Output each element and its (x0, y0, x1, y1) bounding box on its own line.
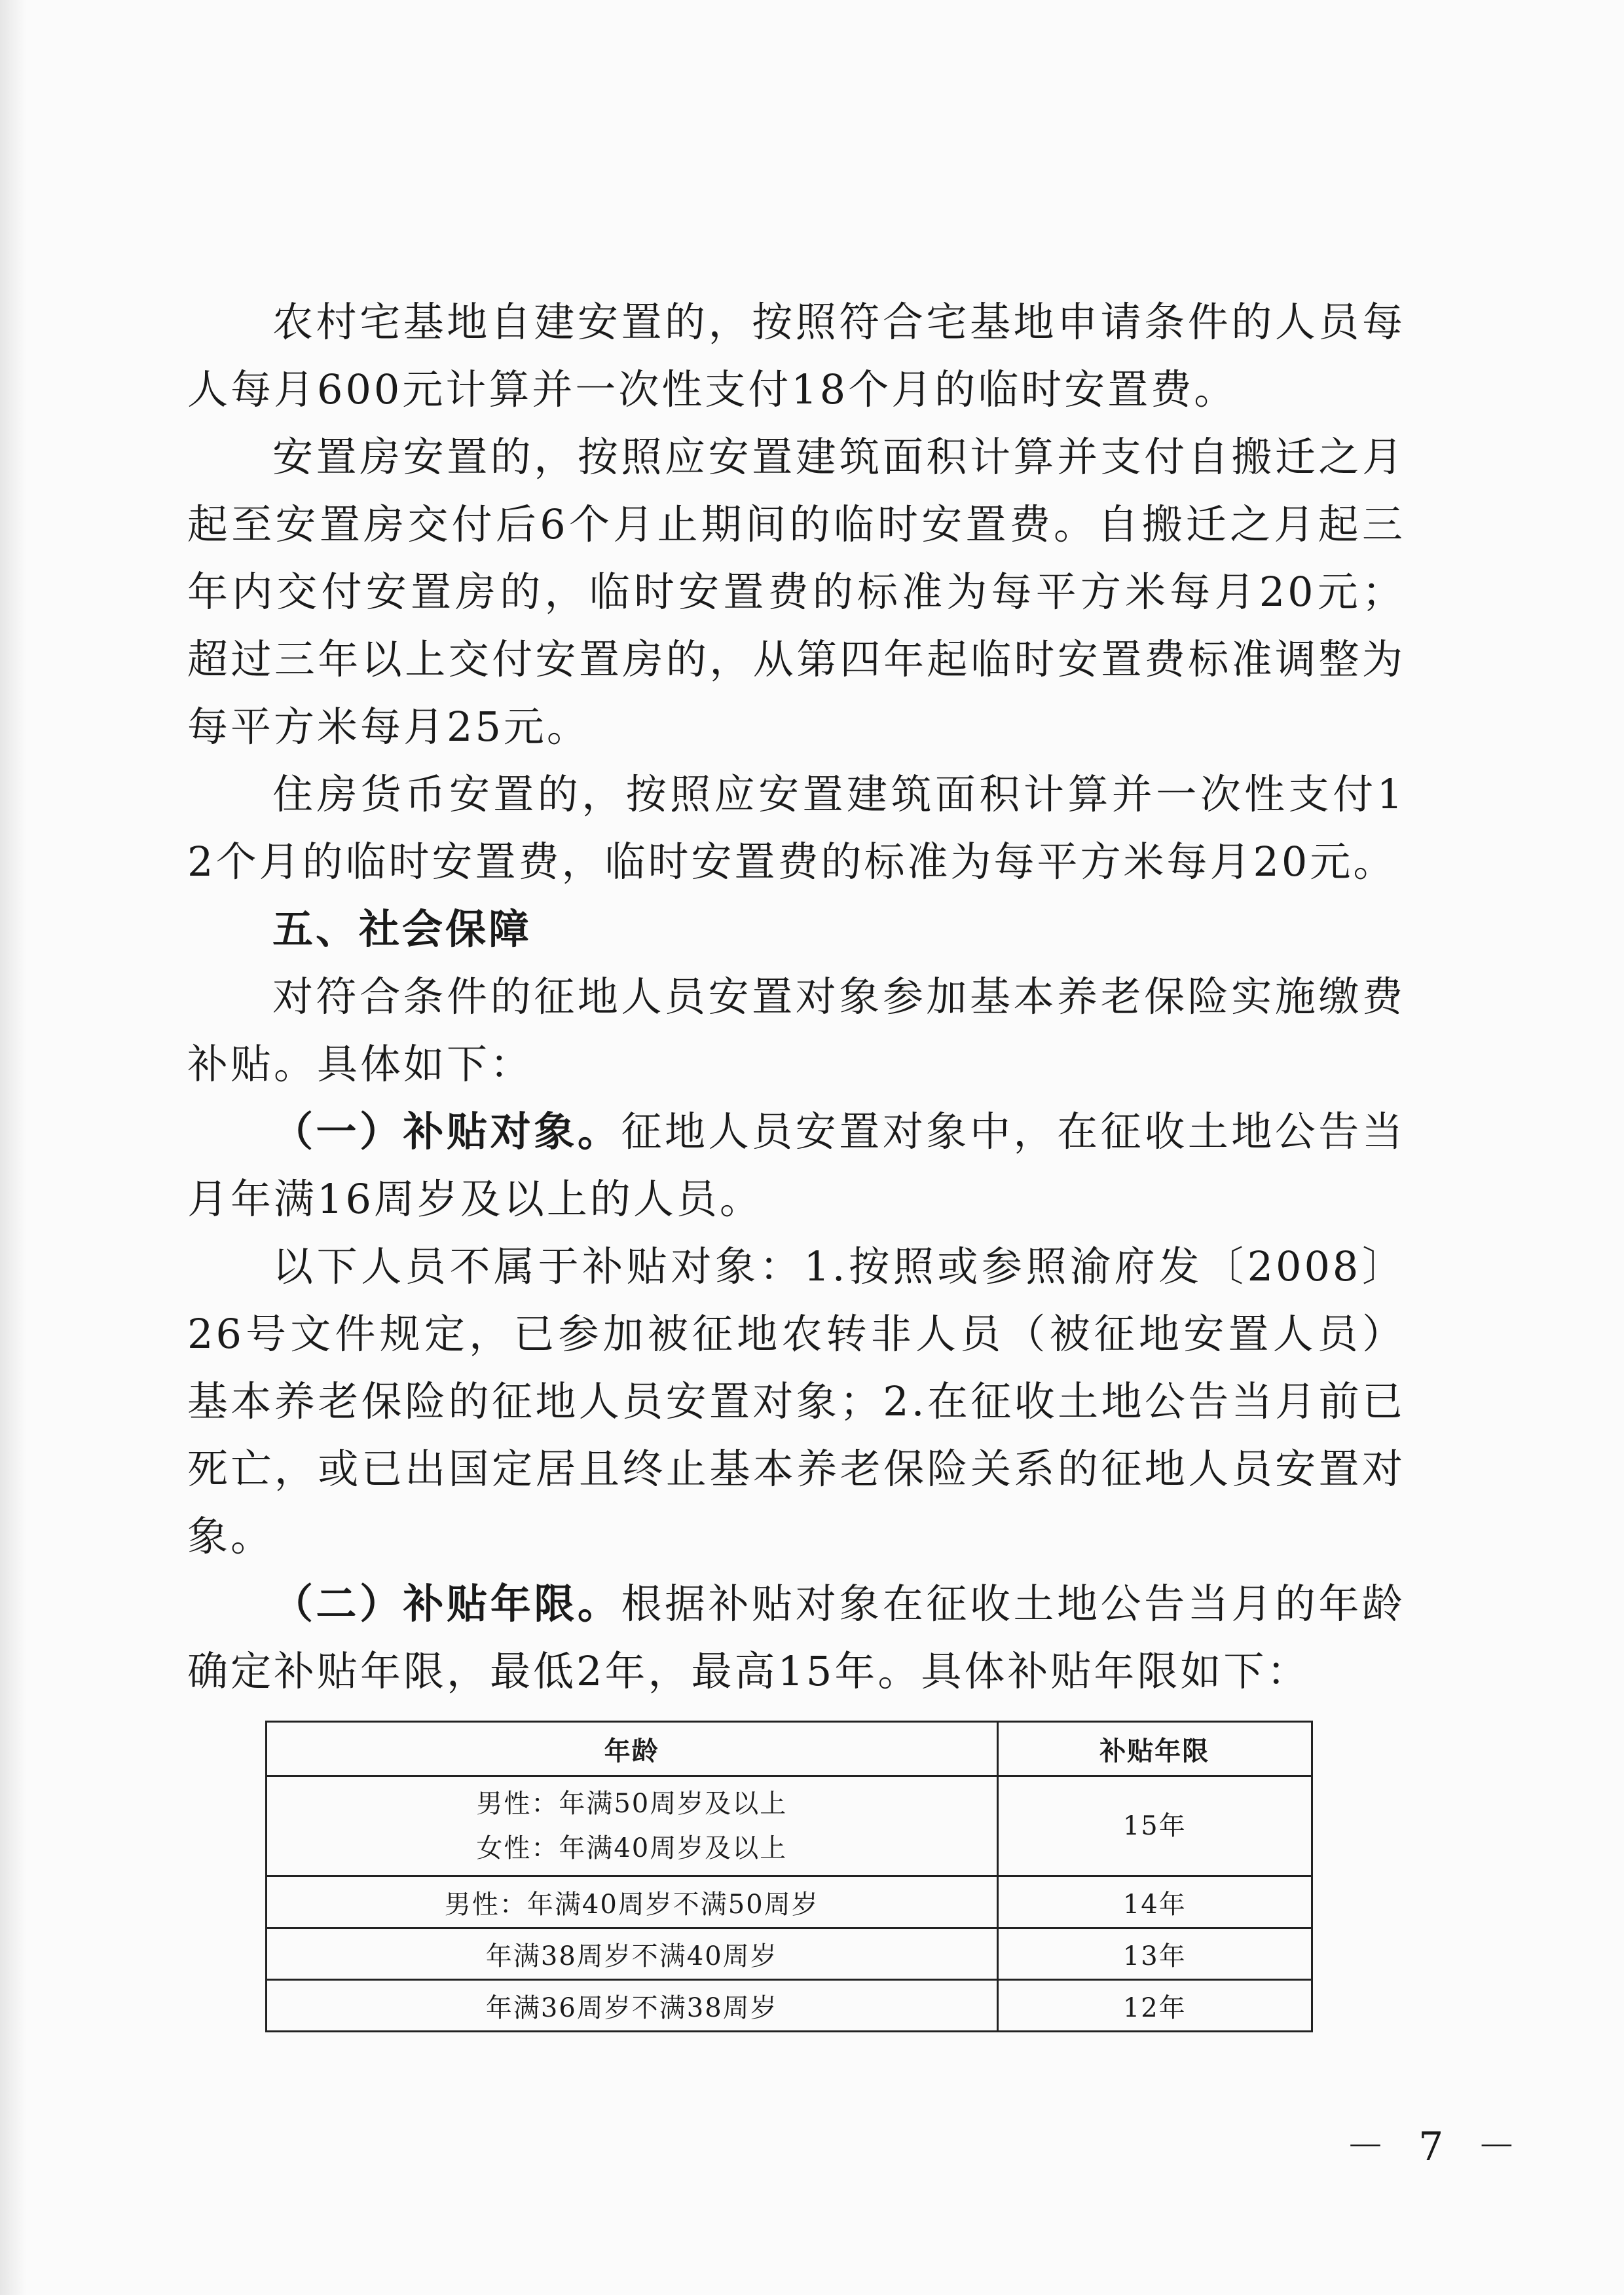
paragraph-pension-subsidy-intro: 对符合条件的征地人员安置对象参加基本养老保险实施缴费补贴。具体如下： (187, 973, 1405, 1088)
age-cell: 年满38周岁不满40周岁 (267, 1928, 998, 1980)
age-line-female: 女性：年满40周岁及以上 (476, 1833, 788, 1863)
age-cell (267, 1776, 998, 1876)
paragraph-resettlement-housing: 安置房安置的，按照应安置建筑面积计算并支付自搬迁之月起至安置房交付后6个月止期间的临时安置费。自搬迁之月起三年内交付安置房的，临时安置费的标准为每平方米每月20元；超过三年以上交付安置房的，从第四年起临时安置费标准调整为每平方米每月25元。 (187, 433, 1405, 751)
paragraph-subsidy-targets (187, 1098, 1405, 1233)
subsidy-targets-text: 征地人员安置对象中，在征收土地公告当月年满16周岁及以上的人员。 (187, 1108, 1405, 1223)
subsection-label-subsidy-years: （二）补贴年限。 (272, 1580, 621, 1628)
subsidy-years-table-container (265, 1721, 1313, 2032)
table-row (267, 1876, 1312, 1928)
header-subsidy-years: 补贴年限 (997, 1722, 1312, 1776)
paragraph-subsidy-years (187, 1570, 1405, 1705)
age-cell: 男性：年满40周岁不满50周岁 (267, 1876, 998, 1928)
paragraph-homestead-resettlement: 农村宅基地自建安置的，按照符合宅基地申请条件的人员每人每月600元计算并一次性支付18个月的临时安置费。 (187, 298, 1405, 413)
table-row (267, 1776, 1312, 1876)
subsidy-years-text: 根据补贴对象在征收土地公告当月的年龄确定补贴年限，最低2年，最高15年。具体补贴年限如下： (187, 1580, 1405, 1695)
section-heading-social-security: 五、社会保障 (272, 905, 532, 953)
subsection-label-subsidy-targets: （一）补贴对象。 (272, 1108, 621, 1155)
age-line-male: 男性：年满50周岁及以上 (476, 1789, 788, 1819)
table-header-row (267, 1722, 1312, 1776)
header-age: 年龄 (267, 1722, 998, 1776)
paragraph-monetary-resettlement: 住房货币安置的，按照应安置建筑面积计算并一次性支付12个月的临时安置费，临时安置费的标准为每平方米每月20元。 (187, 770, 1405, 886)
page-number: － 7 － (1346, 2124, 1527, 2170)
body-text (187, 288, 1405, 1705)
years-cell: 15年 (997, 1776, 1312, 1876)
years-cell: 14年 (997, 1876, 1312, 1928)
subsidy-years-table (265, 1721, 1313, 2032)
age-cell: 年满36周岁不满38周岁 (267, 1980, 998, 2032)
table-row (267, 1928, 1312, 1980)
years-cell: 12年 (997, 1980, 1312, 2032)
years-cell: 13年 (997, 1928, 1312, 1980)
scan-edge-shadow (0, 0, 26, 2295)
table-row (267, 1980, 1312, 2032)
paragraph-excluded-persons: 以下人员不属于补贴对象：1.按照或参照渝府发〔2008〕26号文件规定，已参加被征地农转非人员（被征地安置人员）基本养老保险的征地人员安置对象；2.在征收土地公告当月前已死亡，或已出国定居且终止基本养老保险关系的征地人员安置对象。 (187, 1242, 1405, 1560)
